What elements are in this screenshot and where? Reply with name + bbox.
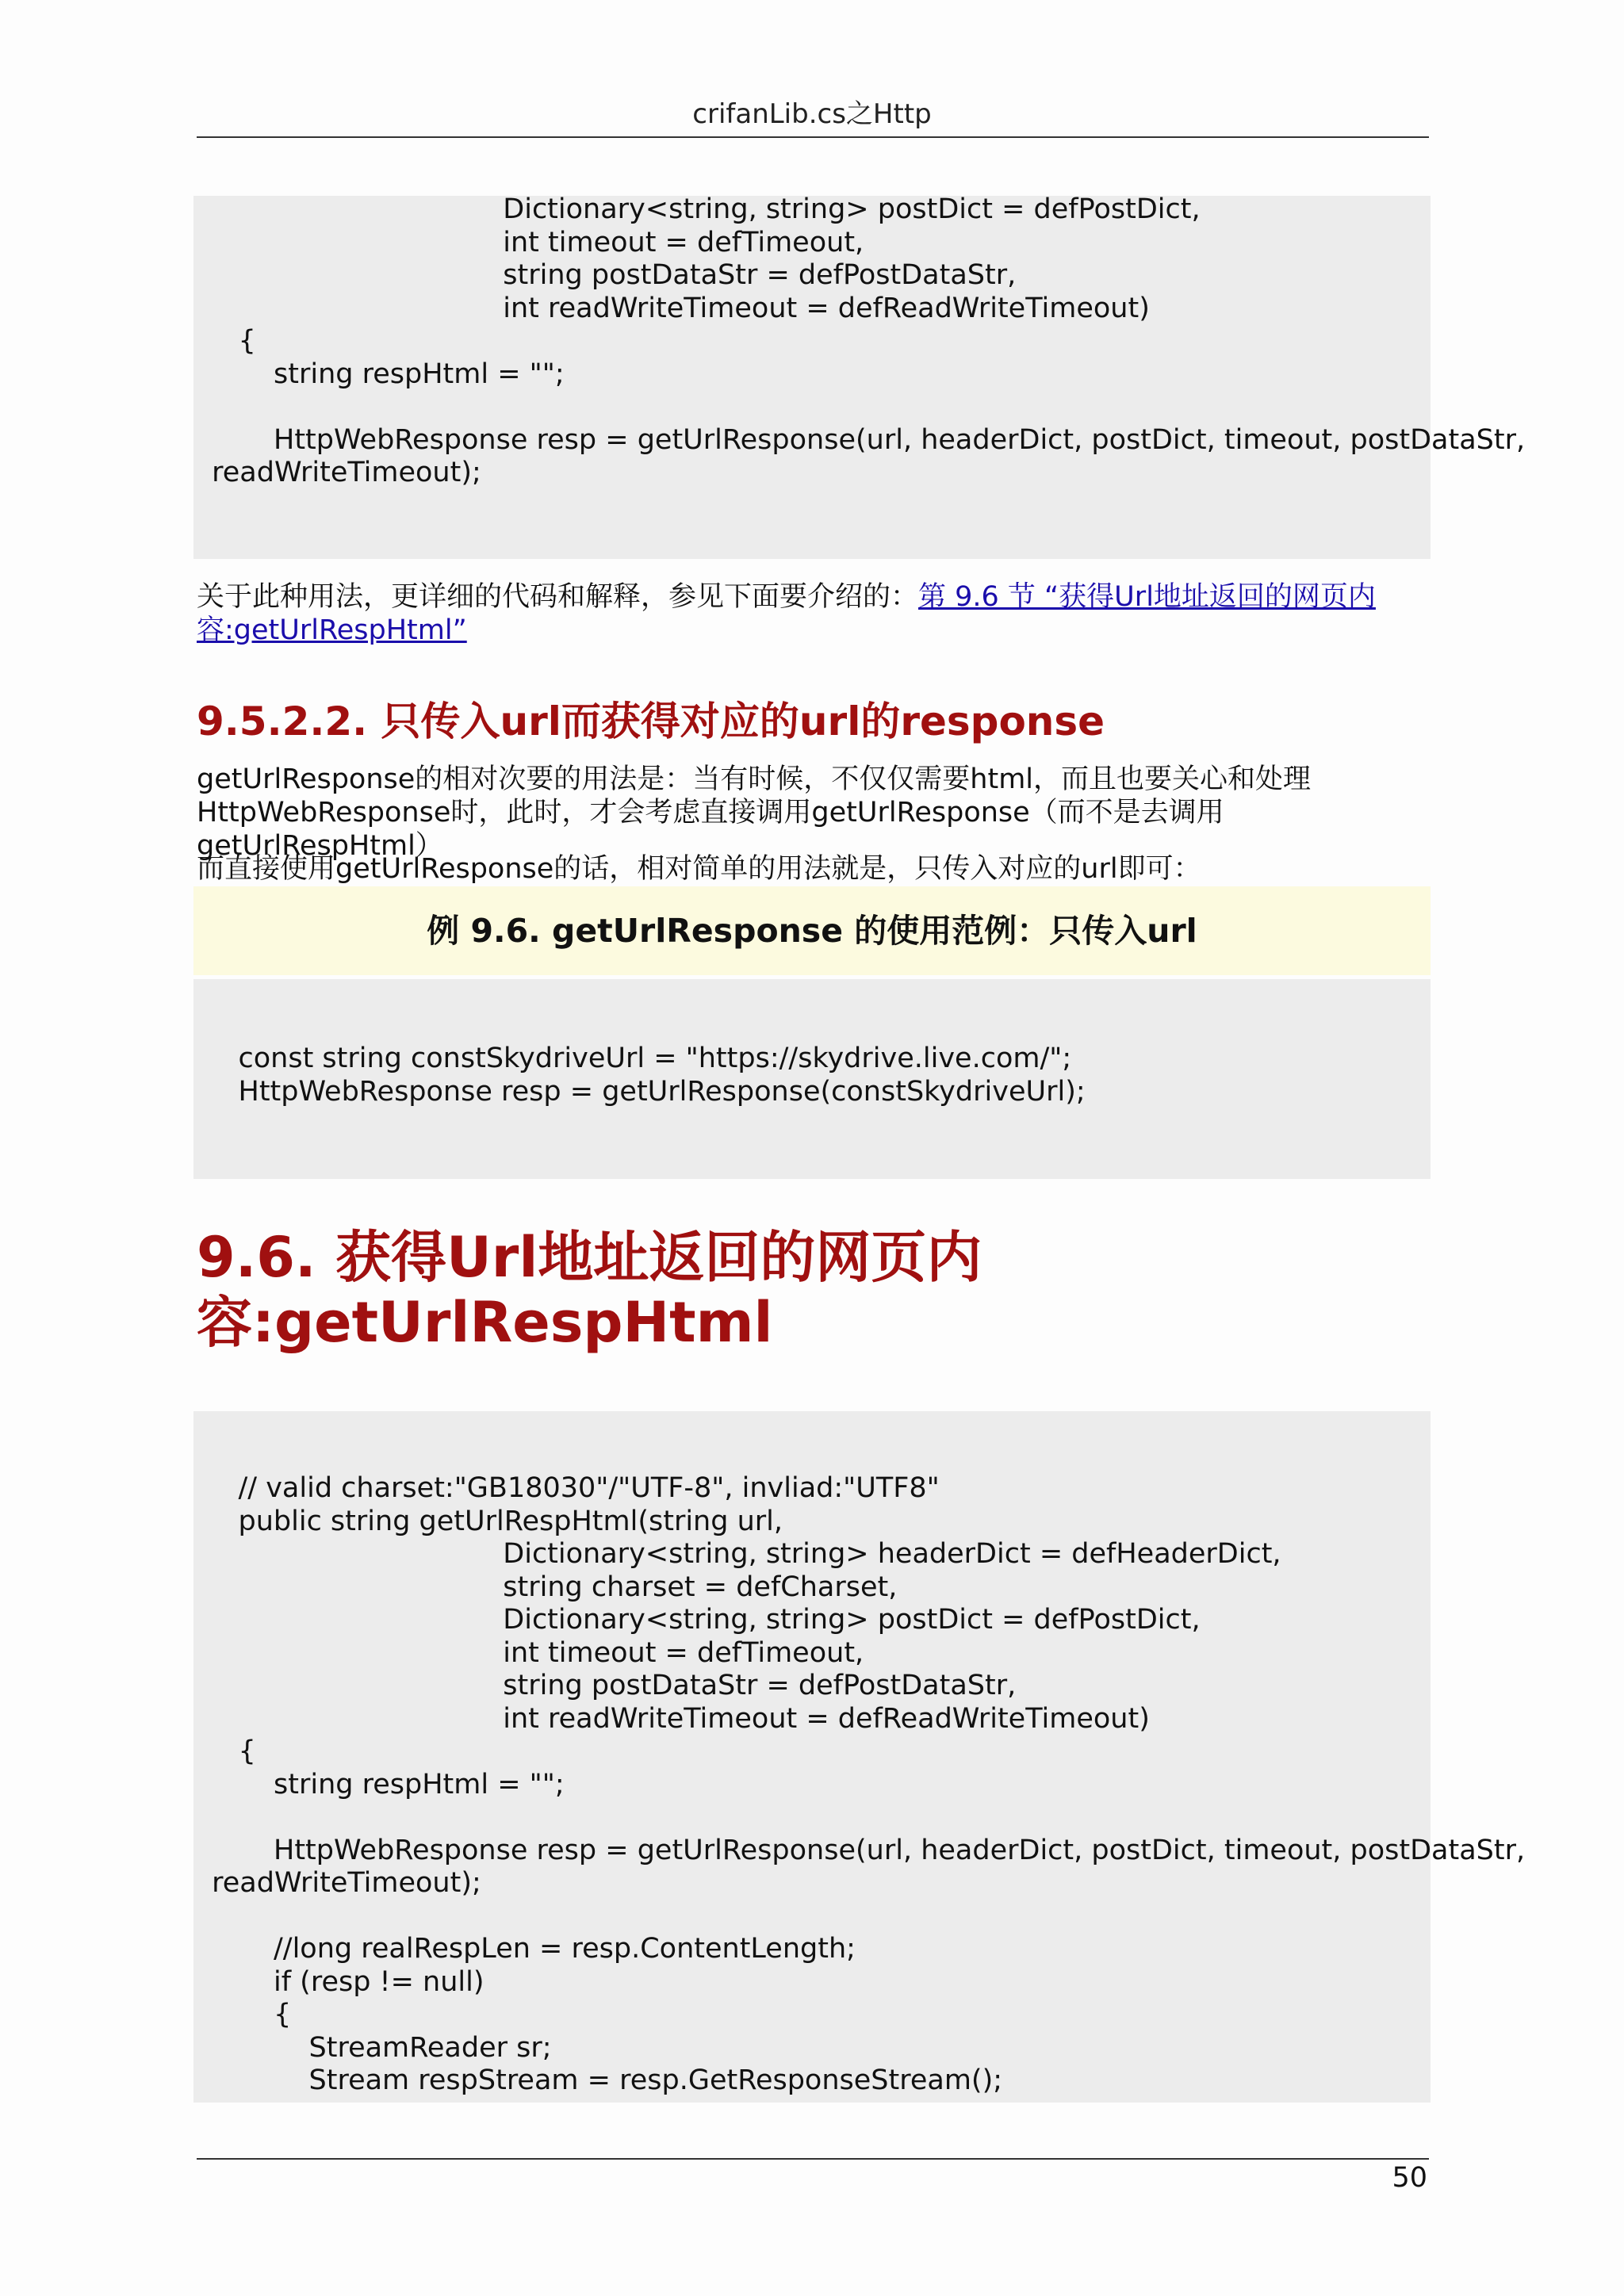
page-number: 50 [1392, 2162, 1427, 2194]
code-block-top [193, 193, 1526, 559]
code-text: Dictionary<string, string> postDict = defPostDict, int timeout = defTimeout, string postDataStr = defPostDataStr, int readWriteTimeout = defReadWriteTimeout) { string respHtml = ""; HttpWebResponse resp = getUrlResponse(url, headerDict, postDict, timeout, postDataStr, readWriteTimeout); [212, 193, 1526, 488]
section-heading-9-5-2-2: 9.5.2.2. 只传入url而获得对应的url的response [197, 698, 1105, 744]
code-text: const string constSkydriveUrl = "https://skydrive.live.com/"; HttpWebResponse resp = getUrlResponse(constSkydriveUrl); [238, 1043, 1086, 1108]
example-title: 例 9.6. getUrlResponse 的使用范例：只传入url [193, 886, 1431, 975]
paragraph-simple-usage: 而直接使用getUrlResponse的话，相对简单的用法就是，只传入对应的url即可： [197, 853, 1201, 885]
paragraph-usage: getUrlResponse的相对次要的用法是：当有时候，不仅仅需要html，而且也要关心和处理HttpWebResponse时，此时，才会考虑直接调用getUrlResponse（而不是去调用getUrlRespHtml） [197, 763, 1312, 862]
running-header-title: crifanLib.cs之Http [692, 98, 932, 130]
section-heading-9-6: 9.6. 获得Url地址返回的网页内容:getUrlRespHtml [197, 1225, 982, 1355]
section-link[interactable]: 第 9.6 节 “获得Url地址返回的网页内容:getUrlRespHtml” [197, 581, 1376, 646]
code-block-bottom [193, 1411, 1526, 2103]
code-text: // valid charset:"GB18030"/"UTF-8", invliad:"UTF8" public string getUrlRespHtml(string url, Dictionary<string, string> headerDict = defHeaderDict, string charset = defCharset, Dictionary<string, string> postDict = defPostDict, int timeout = defTimeout, string postDataStr = defPostDataStr, int readWriteTimeout = defReadWriteTimeout) { string respHtml = ""; HttpWebResponse resp = getUrlResponse(url, headerDict, postDict, timeout, postDataStr, readWriteTimeout); //long realRespLen = resp.ContentLength; if (resp != null) { StreamReader sr; Stream respStream = resp.GetResponseStream(); [212, 1472, 1526, 2096]
footer-rule [197, 2158, 1429, 2160]
header-rule [197, 136, 1429, 138]
code-block-example [193, 979, 1431, 1179]
reference-paragraph [197, 580, 1434, 647]
reference-text: 关于此种用法，更详细的代码和解释，参见下面要介绍的： [197, 581, 919, 613]
